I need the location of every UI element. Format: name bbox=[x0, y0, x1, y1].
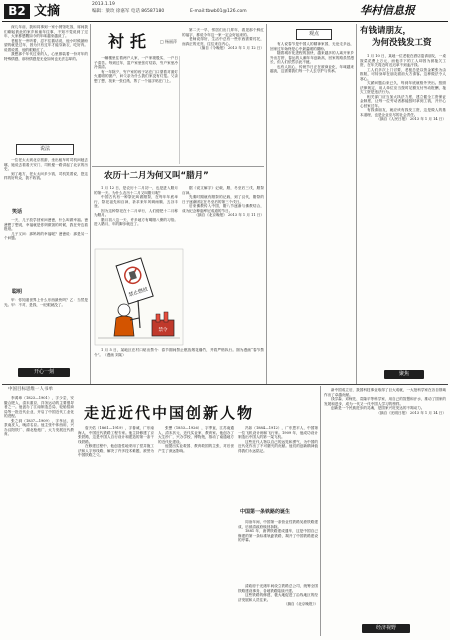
article-paragraph: 在修建过程中，他创造性地采用了竖井施工法和人字形线路，解决了许多技术难题，被誉为中国铁路之父。 bbox=[78, 444, 154, 457]
left-section-said bbox=[4, 158, 88, 208]
article-paragraph: 腊月初八这一天，许多地方有喝腊八粥的习俗。进入腊月，年的脚步就近了。 bbox=[94, 217, 178, 226]
article-paragraph: 欠薪问题由来已久，每到年底就格外突出。按照法律规定，用人单位应当按时足额支付劳动报酬，拖欠工资是违法行为。 bbox=[360, 81, 446, 94]
article-paragraph: 儿子又问：那妈妈的幸福呢？爸爸说：那是另一个问题。 bbox=[4, 231, 88, 240]
article-paragraph: 1 月 12 日，是农历十二月初一，也是进入腊月的第一天。为什么农历十二月又叫腊月呢？ bbox=[94, 186, 178, 195]
section-divider bbox=[2, 384, 448, 385]
article-paragraph: 工人们多次上门讨要，老板总是以资金紧张为由推脱，可转身却在朋友面前大方请客。这种做法令人寒心。 bbox=[360, 67, 446, 81]
article-paragraph: 中国古代有一种祭祀叫做腊祭，在每年年底举行，祭祀祖先和百神，祈求来年风调雨顺、五谷丰登。 bbox=[94, 195, 178, 208]
subheading: 聪明 bbox=[12, 289, 23, 295]
center-story-body bbox=[94, 56, 178, 164]
article-paragraph: 我想那个年代过来的人，心里都装着一份对年的特殊情感，那份情感是无论如何也无法忘却的。 bbox=[4, 52, 88, 61]
lower-headline: 走近近代中国创新人物 bbox=[84, 404, 255, 422]
header-bar bbox=[0, 0, 450, 24]
lower-col-3 bbox=[158, 426, 234, 636]
editor-line: 编辑：梁玫 徐嘉军 电话 86587180 bbox=[92, 9, 165, 14]
article-paragraph: 詹天佑（1861—1919），字眷诚，广东南海人，中国近代铁路工程专家。他主持修建了京张铁路，这是中国人自行设计和建造的第一条干线铁路。 bbox=[78, 426, 154, 444]
column-divider bbox=[266, 24, 267, 384]
ban-sign-text: 禁止燃放 bbox=[127, 286, 149, 299]
article-paragraph: 据《说文解字》记载，腊，冬至后三戌，腊祭百神。 bbox=[182, 186, 264, 195]
masthead-logo: 华村信息报 bbox=[360, 4, 415, 17]
lower-col-4 bbox=[238, 426, 318, 486]
column-divider bbox=[179, 56, 180, 164]
article-paragraph: 一幢楼里住着两户人家，一户家境殷实，一户日子清苦。每到过年，富户家里张灯结彩，穷户家里冷冷清清。 bbox=[94, 56, 178, 69]
article-paragraph: 这些铁路的修建，极大地促进了沿线地区的经济发展和人员往来。 bbox=[238, 593, 318, 602]
article-paragraph: 深几年前，我和同事到一家小餐馆吃饭，席间我们聊起彼此的家乡和童年往事，不知不觉说到了过年，大家都感慨如今的年味越来越淡了。 bbox=[4, 25, 88, 38]
article-paragraph: 张謇（1853—1926），字季直，江苏南通人，清末状元，近代实业家、教育家。他创办了大生纱厂，兴办学校、博物苑，推动了南通地方的近代化建设。 bbox=[158, 426, 234, 444]
feature-body-left bbox=[94, 186, 178, 246]
article-paragraph: 创新是一个民族进步的灵魂，是国家兴旺发达的不竭动力。 bbox=[331, 406, 425, 410]
cartoon-caption bbox=[94, 348, 264, 382]
article-paragraph: 甲：你知道世界上什么东西最快吗？乙：当然是光。甲：不对，是钱，一眨眼就没了。 bbox=[4, 298, 88, 307]
lower-right-article bbox=[324, 388, 446, 616]
viewpoint-article bbox=[270, 42, 354, 382]
opinion-title-line1: 有钱请朋友， bbox=[360, 26, 412, 36]
lower-col-5 bbox=[238, 520, 318, 580]
left-section-smart bbox=[4, 298, 88, 356]
article-paragraph: 钱学森、邓稼先、袁隆平等科学家，用自己的智慧和汗水，推动了国家的发展和进步，成为一代又一代中国人学习的榜样。 bbox=[324, 397, 446, 406]
article-paragraph: 张之洞（1837—1909），字孝达，直隶南皮人，晚清名臣。他主张中体西用，兴办汉阳铁厂、湖北枪炮厂，大力发展近代教育。 bbox=[4, 418, 74, 436]
article-paragraph: 先秦时期就有腊祭的记载，到了汉代，腊祭的日子逐渐固定在冬至后的第三个戌日。 bbox=[182, 195, 264, 204]
article-paragraph: 李鸿章（1823—1901），字少荃，安徽合肥人，清末重臣，洋务运动的主要倡导者之一。他创办了江南制造总局、轮船招商局等一批近代企业，开启了中国近代工业化的进程。 bbox=[4, 396, 74, 418]
column-divider bbox=[356, 24, 357, 384]
cartoon-sign-text: 禁令 bbox=[158, 328, 168, 333]
section-label-focus: 聚焦 bbox=[384, 370, 424, 379]
email-line: E-mail:tbwb01@126.com bbox=[190, 9, 247, 14]
lower-col-1 bbox=[4, 396, 74, 636]
story-title: 衬托 bbox=[108, 32, 153, 51]
article-byline: （摘自《光明日报》 2013 年 1 月 14 日） bbox=[376, 410, 446, 415]
section-label-fun: 开心一刻 bbox=[18, 368, 70, 377]
section-label-viewpoint: 观点 bbox=[296, 29, 332, 40]
opinion-article bbox=[360, 54, 446, 354]
section-label-economy: 经济视野 bbox=[362, 624, 410, 633]
lower-col-2 bbox=[78, 426, 154, 636]
image-caption: 1 月 5 日，某地区在村口贴出禁令：春节期间禁止燃放烟花爆竹，并将严格执行。图为漫画“春节禁令”。（漫画 刘某） bbox=[94, 348, 264, 357]
article-paragraph: 冯如（1884—1912），广东恩平人，中国第一位飞机设计师和飞行家。1909 年，他成功设计制造出中国人的第一架飞机。 bbox=[238, 426, 318, 439]
article-paragraph: 老师说得好，生活中总有一些东西需要衬托，而真正的光亮，往往来自内心。 bbox=[182, 37, 264, 46]
article-paragraph: 因为这种祭祀在十二月举行，人们便把十二月称为腊月。 bbox=[94, 208, 178, 217]
article-paragraph: 一天，儿子放学回家问爸爸，什么叫做幸福。爸爸想了想说，幸福就是你妈做饭的时候，我在旁边看报纸。 bbox=[4, 218, 88, 231]
article-byline: （摘自《北京晚报》 2013 年 1 月 11 日） bbox=[194, 213, 264, 217]
feature-body-right bbox=[182, 186, 264, 274]
column-divider bbox=[320, 386, 321, 636]
article-byline: （摘自《人民日报》 2013 年 1 月 14 日） bbox=[376, 117, 446, 121]
section-title: 文摘 bbox=[34, 4, 61, 19]
article-paragraph: 同治年间，中国第一条营业性铁路吴淞铁路建成，后被清政府赎回拆除。 bbox=[238, 520, 318, 529]
center-story-body-right bbox=[182, 28, 264, 164]
article-paragraph: 他提出实业救国、教育救国的主张，对后世产生了深远影响。 bbox=[158, 444, 234, 453]
article-paragraph: 随着城市化进程的加快，越来越多的人离开家乡外出打拼，春运的人潮年年创新高，回家的路虽然漫长，但人们依然乐此不疲。 bbox=[270, 51, 354, 64]
section-divider bbox=[92, 166, 264, 167]
article-paragraph: 一位老太太到北京旅游，坐出租车时司机问她去哪，她说去看看天安门，司机便一路讲起了北京的历史。 bbox=[4, 158, 88, 171]
article-paragraph: 也有人担心，传统节日正在被商业化，年味越来越淡，这需要我们每一个人去守护与传承。 bbox=[270, 64, 354, 73]
article-paragraph: 1881 年，唐胥铁路建成通车，这是中国自己修建的第一条标准轨距铁路，揭开了中国铁路建设的序幕。 bbox=[238, 529, 318, 542]
header-rule bbox=[2, 21, 448, 22]
article-paragraph: 相关部门应当加大执法力度，建立健全工资保证金制度，让每一位劳动者都能按时拿到工钱，开开心心回家过年。 bbox=[360, 94, 446, 108]
article-paragraph: 1 月 10 日，某地一位老板在酒店宴请朋友，一桌饭菜花费上万元，而他手下的工人却因为被拖欠工资，在年关将近时迟迟拿不到血汗钱。 bbox=[360, 54, 446, 67]
cartoon-illustration bbox=[94, 248, 184, 346]
subheading: 笑话 bbox=[12, 209, 23, 215]
article-footnote: （摘自《今晚报》 2013 年 1 月 12 日） bbox=[198, 46, 264, 50]
article-paragraph: 到了地方，老太太问多少钱，司机笑着说，您这样的好听众，我不收钱。 bbox=[4, 171, 88, 180]
article-paragraph: 新中国成立后，我国科技事业取得了巨大成就，一大批科学家在各自领域作出了卓越贡献。 bbox=[324, 388, 446, 397]
lower-subheading: 中国第一条铁路的诞生 bbox=[240, 509, 291, 515]
story-byline: □ 杨丽萍 bbox=[160, 39, 178, 44]
article-byline: （摘自《北京晚报》） bbox=[283, 602, 318, 606]
article-paragraph: 有一年除夕，穷户家的孩子站在门口望着对面灯火通明的窗户，问父亲为什么我们家没有灯笼。父亲想了想，找来一张红纸，剪了一个福字贴在门上。 bbox=[94, 69, 178, 83]
article-paragraph: 清政府于光绪年间设立铁路总公司，统筹全国铁路建设事务，各地铁路陆续兴建。 bbox=[238, 584, 318, 593]
page-number: B2 bbox=[8, 4, 26, 18]
article-paragraph: 第二天一早，邻居们出门拜年，看见那个鲜红的福字，都说今年这一家一定会好起来的。 bbox=[182, 28, 264, 37]
page-number-badge bbox=[4, 4, 30, 19]
feature-title: 农历十二月为何又叫“腊月” bbox=[104, 171, 209, 181]
lower-section-label: 中国目标思维一人书单 bbox=[8, 387, 53, 392]
article-paragraph: 老板在一旁听着，忍不住插话说，他小时候最盼望的就是过年，因为只有过年才能穿新衣、吃好肉。说着说着，他的眼眶红了。 bbox=[4, 38, 88, 52]
article-paragraph: 后来佛教传入中国，腊八节逐渐与佛教结合，成为纪念释迦牟尼成道的节日。 bbox=[182, 204, 264, 213]
article-paragraph: 这些近代人物以自己的远见和勇气，为中国的近代化作出了不可磨灭的贡献。他们的创新精神值得我们永远铭记。 bbox=[238, 439, 318, 453]
top-left-article bbox=[4, 25, 88, 142]
opinion-title-line2: 为何没钱发工资 bbox=[372, 38, 432, 48]
column-divider bbox=[90, 24, 91, 384]
lower-col-6 bbox=[238, 584, 318, 634]
issue-date: 2013.1.19 bbox=[92, 2, 115, 7]
left-section-joke bbox=[4, 218, 88, 276]
article-paragraph: 有人说春节是中国人的精神家园，无论走多远，回家过年始终是心中最温暖的期盼。 bbox=[270, 42, 354, 51]
article-paragraph: 有钱请朋友，就应该有钱发工资，这是做人的基本道理，也是企业应尽的社会责任。 bbox=[360, 108, 446, 117]
section-label-said: 说法 bbox=[16, 144, 74, 155]
